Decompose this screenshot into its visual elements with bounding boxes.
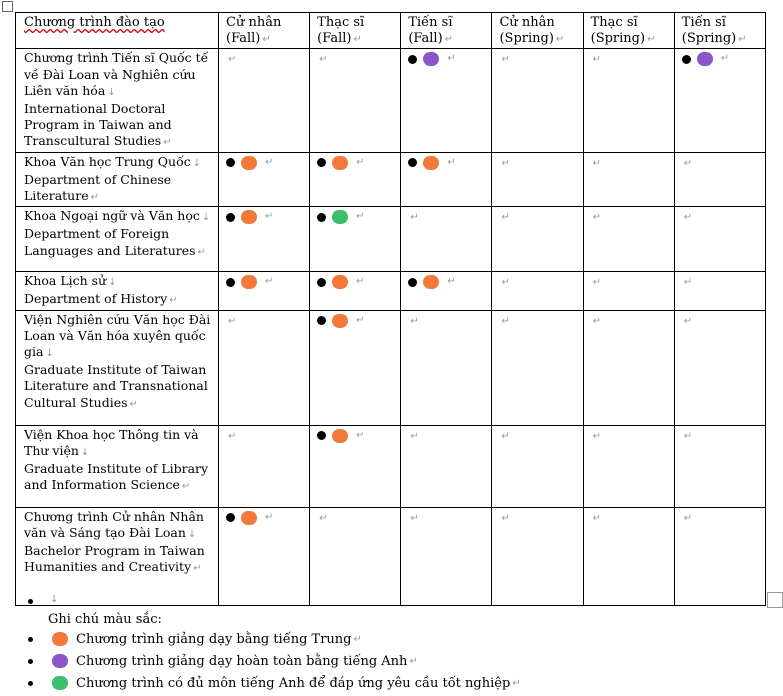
availability-cell: ↵ [674, 207, 765, 272]
program-name-en: Department of History [24, 291, 168, 307]
program-name-vi: Khoa Văn học Trung Quốc [24, 153, 191, 169]
bullet-icon [317, 158, 326, 167]
bullet-icon [226, 158, 235, 167]
program-name-vi: Viện Nghiên cứu Văn học Đài Loan và Văn hóa xuyên quốc gia [24, 311, 211, 360]
program-name-vi: Khoa Lịch sử [24, 273, 107, 289]
orange-dot-icon [332, 156, 348, 170]
bullet-icon [28, 637, 33, 642]
table-move-handle[interactable] [2, 1, 13, 12]
bullet-icon [408, 278, 417, 287]
orange-dot-icon [332, 275, 348, 289]
note-text: Chương trình giảng dạy hoàn toàn bằng tiếng Anh [76, 653, 408, 669]
orange-dot-icon [423, 275, 439, 289]
availability-cell: ↵ [674, 152, 765, 207]
program-name-en: Graduate Institute of Library and Information Science [24, 461, 209, 493]
note-text: Chương trình giảng dạy bằng tiếng Trung [76, 631, 352, 647]
bullet-icon [317, 278, 326, 287]
program-name-cell: Khoa Ngoại ngữ và Văn học ↓ Department of Foreign Languages and Literatures ↵ [16, 207, 219, 272]
availability-cell: ↵ [492, 310, 583, 425]
note-text: Chương trình có đủ môn tiếng Anh để đáp ứng yêu cầu tốt nghiệp [76, 675, 511, 691]
availability-cell: ↵ [674, 49, 765, 152]
availability-cell: ↵ [219, 207, 310, 272]
availability-cell: ↵ [219, 272, 310, 310]
availability-cell: ↵ [583, 49, 674, 152]
bullet-icon [226, 213, 235, 222]
bullet-icon [28, 659, 33, 664]
orange-dot-icon [52, 632, 68, 646]
availability-cell: ↵ [219, 152, 310, 207]
availability-cell: ↵ [492, 425, 583, 507]
availability-cell: ↵ [583, 272, 674, 310]
availability-cell: ↵ [674, 425, 765, 507]
orange-dot-icon [332, 314, 348, 328]
program-name-en: Bachelor Program in Taiwan Humanities and Creativity [24, 543, 205, 575]
availability-cell: ↵ [310, 310, 401, 425]
bullet-icon [317, 213, 326, 222]
notes-heading: Ghi chú màu sắc: [48, 611, 162, 627]
availability-cell: ↵ [401, 152, 492, 207]
table-row [16, 49, 766, 152]
orange-dot-icon [241, 210, 257, 224]
bullet-icon [682, 55, 691, 64]
availability-cell: ↵ [219, 310, 310, 425]
program-name-vi: Viện Khoa học Thông tin và Thư viện [24, 426, 199, 458]
header-col: Tiến sĩ (Spring) ↵ [674, 13, 765, 49]
bullet-icon [226, 278, 235, 287]
purple-dot-icon [697, 52, 713, 66]
program-name-vi: Chương trình Cử nhân Nhân văn và Sáng tạo Đài Loan [24, 508, 204, 540]
availability-cell: ↵ [219, 425, 310, 507]
availability-cell: ↵ [401, 507, 492, 605]
availability-cell: ↵ [583, 310, 674, 425]
program-name-cell: Viện Nghiên cứu Văn học Đài Loan và Văn hóa xuyên quốc gia ↓ Graduate Institute of Taiwan Literature and Transnational Cultural Studies ↵ [16, 310, 219, 425]
bullet-icon [317, 431, 326, 440]
program-table [15, 12, 766, 606]
program-name-en: Graduate Institute of Taiwan Literature and Transnational Cultural Studies [24, 362, 208, 410]
bullet-icon [28, 599, 33, 604]
orange-dot-icon [241, 511, 257, 525]
header-col: Tiến sĩ (Fall) ↵ [401, 13, 492, 49]
availability-cell: ↵ [310, 152, 401, 207]
availability-cell: ↵ [310, 425, 401, 507]
header-program: Chương trình đào tạo [16, 13, 219, 49]
bullet-icon [408, 158, 417, 167]
availability-cell: ↵ [310, 207, 401, 272]
orange-dot-icon [241, 275, 257, 289]
table-row [16, 507, 766, 605]
program-name-vi: Khoa Ngoại ngữ và Văn học [24, 208, 200, 224]
header-col: Thạc sĩ (Spring) ↵ [583, 13, 674, 49]
table-row [16, 207, 766, 272]
program-name-cell: Viện Khoa học Thông tin và Thư viện ↓ Graduate Institute of Library and Information Science ↵ [16, 425, 219, 507]
availability-cell: ↵ [583, 425, 674, 507]
table-row [16, 310, 766, 425]
availability-cell: ↵ [310, 49, 401, 152]
availability-cell: ↵ [310, 272, 401, 310]
table-row [16, 425, 766, 507]
availability-cell: ↵ [492, 207, 583, 272]
availability-cell: ↵ [219, 507, 310, 605]
green-dot-icon [52, 676, 68, 690]
orange-dot-icon [423, 156, 439, 170]
table-header-row [16, 13, 766, 49]
program-name-cell: Chương trình Tiến sĩ Quốc tế về Đài Loan và Nghiên cứu Liên văn hóa ↓ International Doctoral Program in Taiwan and Transcultural Studies ↵ [16, 49, 219, 152]
bullet-icon [28, 681, 33, 686]
bullet-icon [226, 513, 235, 522]
availability-cell: ↵ [310, 507, 401, 605]
note-item: Chương trình giảng dạy bằng tiếng Trung ↵ [52, 630, 362, 648]
availability-cell: ↵ [401, 272, 492, 310]
availability-cell: ↵ [583, 507, 674, 605]
bullet-icon [317, 316, 326, 325]
orange-dot-icon [241, 156, 257, 170]
program-name-cell: Khoa Lịch sử ↓ Department of History ↵ [16, 272, 219, 310]
availability-cell: ↵ [674, 507, 765, 605]
availability-cell: ↵ [401, 425, 492, 507]
note-item: Chương trình có đủ môn tiếng Anh để đáp ứng yêu cầu tốt nghiệp ↵ [52, 674, 521, 692]
note-item: Chương trình giảng dạy hoàn toàn bằng tiếng Anh ↵ [52, 652, 418, 670]
availability-cell: ↵ [401, 49, 492, 152]
program-name-en: Department of Foreign Languages and Literatures [24, 226, 196, 258]
table-row [16, 152, 766, 207]
availability-cell: ↵ [492, 152, 583, 207]
availability-cell: ↵ [583, 152, 674, 207]
availability-cell: ↵ [492, 272, 583, 310]
availability-cell: ↵ [492, 49, 583, 152]
availability-cell: ↵ [401, 310, 492, 425]
header-col: Thạc sĩ (Fall) ↵ [310, 13, 401, 49]
availability-cell: ↵ [219, 49, 310, 152]
availability-cell: ↵ [583, 207, 674, 272]
orange-dot-icon [332, 429, 348, 443]
availability-cell: ↵ [401, 207, 492, 272]
header-col: Cử nhân (Fall) ↵ [219, 13, 310, 49]
table-row [16, 272, 766, 310]
availability-cell: ↵ [674, 272, 765, 310]
program-name-vi: Chương trình Tiến sĩ Quốc tế về Đài Loan và Nghiên cứu Liên văn hóa [24, 50, 209, 98]
availability-cell: ↵ [492, 507, 583, 605]
line-break-mark: ↓ [50, 593, 59, 605]
program-name-cell: Chương trình Cử nhân Nhân văn và Sáng tạo Đài Loan ↓ Bachelor Program in Taiwan Humanities and Creativity ↵ [16, 507, 219, 605]
purple-dot-icon [423, 52, 439, 66]
availability-cell: ↵ [674, 310, 765, 425]
purple-dot-icon [52, 654, 68, 668]
program-name-en: Department of Chinese Literature [24, 171, 172, 204]
header-col: Cử nhân (Spring) ↵ [492, 13, 583, 49]
program-name-cell: Khoa Văn học Trung Quốc ↓ Department of Chinese Literature ↵ [16, 152, 219, 207]
program-name-en: International Doctoral Program in Taiwan and Transcultural Studies [24, 101, 172, 149]
green-dot-icon [332, 210, 348, 224]
resize-handle[interactable] [767, 592, 783, 608]
bullet-icon [408, 55, 417, 64]
